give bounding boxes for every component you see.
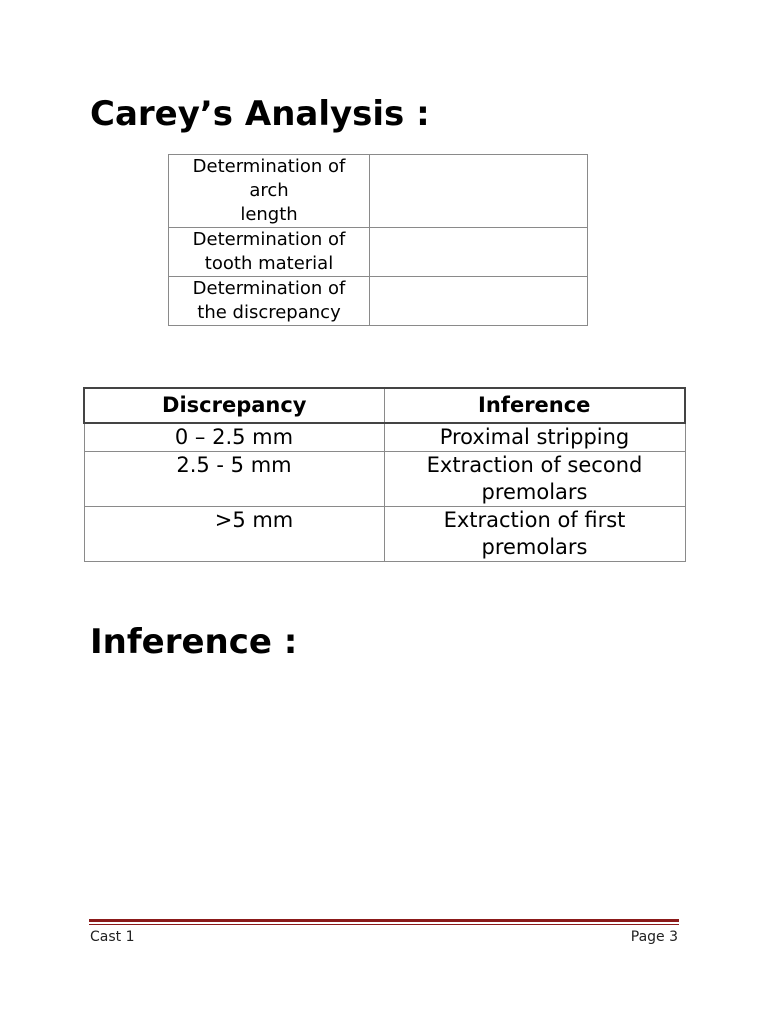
determination-label-arch-length [169, 155, 370, 228]
footer-document-name: Cast 1 [90, 929, 135, 945]
header-discrepancy: Discrepancy [84, 388, 384, 423]
label-line: length [240, 204, 298, 225]
table-row [169, 228, 588, 277]
determination-label-tooth-material [169, 228, 370, 277]
footer-page-number: Page 3 [630, 929, 678, 945]
inference-line: premolars [481, 480, 588, 504]
table-row [169, 277, 588, 326]
page-title: Carey’s Analysis : [90, 94, 430, 134]
determination-table [168, 154, 588, 326]
table-row [169, 155, 588, 228]
tooth-material-value-cell [370, 228, 588, 277]
label-line: the discrepancy [197, 302, 341, 323]
table-header-row [84, 388, 685, 423]
determination-label-discrepancy [169, 277, 370, 326]
inference-line: Extraction of first [443, 508, 626, 532]
label-line: arch [249, 180, 289, 201]
table-row [84, 507, 685, 562]
inference-heading: Inference : [90, 622, 298, 662]
inference-cell [384, 507, 685, 562]
label-line: tooth material [204, 253, 334, 274]
inference-cell [384, 423, 685, 452]
inference-line: Extraction of second [426, 453, 643, 477]
inference-line: Proximal stripping [439, 425, 630, 449]
footer-divider [89, 919, 679, 922]
inference-line: premolars [481, 535, 588, 559]
discrepancy-cell: >5 mm [84, 507, 384, 562]
header-inference: Inference [384, 388, 685, 423]
table-row [84, 423, 685, 452]
discrepancy-cell: 0 – 2.5 mm [84, 423, 384, 452]
footer-divider-thin [89, 924, 679, 925]
discrepancy-value-cell [370, 277, 588, 326]
discrepancy-inference-table [83, 387, 686, 562]
label-line: Determination of [192, 156, 346, 177]
inference-cell [384, 452, 685, 507]
table-row [84, 452, 685, 507]
label-line: Determination of [192, 229, 346, 250]
discrepancy-cell: 2.5 - 5 mm [84, 452, 384, 507]
arch-length-value-cell [370, 155, 588, 228]
label-line: Determination of [192, 278, 346, 299]
